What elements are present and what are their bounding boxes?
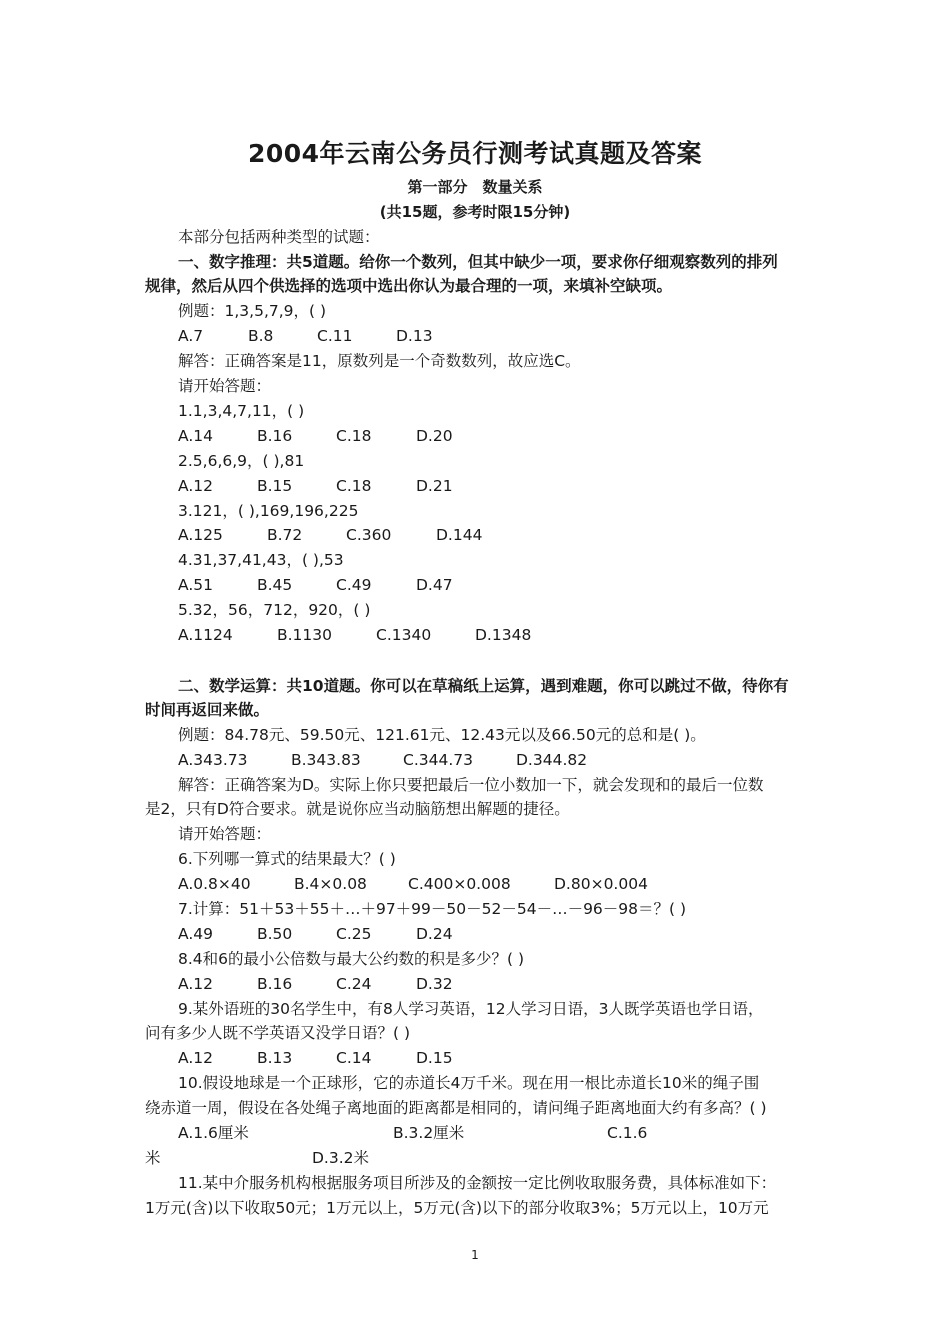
question-11: 11.某中介服务机构根据服务项目所涉及的金额按一定比例收取服务费，具体标准如下： <box>178 1174 777 1192</box>
question-5: 5.32，56，712，920，( ) <box>178 601 371 619</box>
option: B.1130 <box>277 626 333 644</box>
section2-example-options <box>178 748 850 772</box>
question-8-options <box>178 972 850 996</box>
option: C.18 <box>336 427 372 445</box>
option: B.13 <box>257 1049 293 1067</box>
option: C.18 <box>336 477 372 495</box>
option-suffix: 米 <box>145 1149 161 1167</box>
option: A.12 <box>178 477 213 495</box>
page-number: 1 <box>471 1248 479 1262</box>
question-7-options <box>178 922 850 946</box>
question-10: 10.假设地球是一个正球形，它的赤道长4万千米。现在用一根比赤道长10米的绳子围 <box>178 1074 760 1092</box>
option: C.1.6 <box>607 1124 648 1142</box>
option: D.80×0.004 <box>554 875 648 893</box>
section1-answer: 解答：正确答案是11，原数列是一个奇数数列，故应选C。 <box>178 352 581 370</box>
question-3-options <box>178 523 850 547</box>
section1-example: 例题：1,3,5,7,9，( ) <box>178 302 327 320</box>
option: D.344.82 <box>516 751 588 769</box>
question-10-options-cont <box>145 1146 817 1170</box>
option: C.49 <box>336 576 372 594</box>
option: D.1348 <box>475 626 532 644</box>
option: A.343.73 <box>178 751 248 769</box>
option: B.3.2厘米 <box>393 1124 465 1142</box>
section1-start: 请开始答题： <box>178 377 272 395</box>
option: B.72 <box>267 526 303 544</box>
section1-heading-cont: 规律，然后从四个供选择的选项中选出你认为最合理的一项，来填补空缺项。 <box>145 277 673 295</box>
option: A.12 <box>178 975 213 993</box>
question-1: 1.1,3,4,7,11，( ) <box>178 402 305 420</box>
question-11-cont: 1万元(含)以下收取50元；1万元以上，5万元(含)以下的部分收取3%；5万元以上，10万元 <box>145 1199 769 1217</box>
question-4-options <box>178 573 850 597</box>
section2-answer-cont: 是2，只有D符合要求。就是说你应当动脑筋想出解题的捷径。 <box>145 800 570 818</box>
option: C.14 <box>336 1049 372 1067</box>
option: C.360 <box>346 526 392 544</box>
option: D.24 <box>416 925 453 943</box>
section2-heading-cont: 时间再返回来做。 <box>145 701 270 719</box>
option: A.12 <box>178 1049 213 1067</box>
option: B.45 <box>257 576 293 594</box>
option: A.7 <box>178 327 204 345</box>
question-9: 9.某外语班的30名学生中，有8人学习英语，12人学习日语，3人既学英语也学日语， <box>178 1000 764 1018</box>
question-4: 4.31,37,41,43，( ),53 <box>178 551 344 569</box>
option: D.144 <box>436 526 483 544</box>
question-5-options <box>178 623 850 647</box>
option: A.14 <box>178 427 213 445</box>
section2-heading: 二、数学运算：共10道题。你可以在草稿纸上运算，遇到难题，你可以跳过不做，待你有 <box>178 677 789 695</box>
question-2: 2.5,6,6,9，( ),81 <box>178 452 305 470</box>
question-1-options <box>178 424 850 448</box>
option: A.51 <box>178 576 213 594</box>
option: A.125 <box>178 526 223 544</box>
question-6: 6.下列哪一算式的结果最大？( ) <box>178 850 396 868</box>
question-7: 7.计算：51＋53＋55＋…＋97＋99－50－52－54－…－96－98＝？( ) <box>178 900 687 918</box>
section2-answer: 解答：正确答案为D。实际上你只要把最后一位小数加一下，就会发现和的最后一位数 <box>178 776 764 794</box>
option: D.3.2米 <box>312 1149 370 1167</box>
option: C.400×0.008 <box>408 875 511 893</box>
question-9-cont: 问有多少人既不学英语又没学日语？( ) <box>145 1024 411 1042</box>
option: B.8 <box>248 327 274 345</box>
option: C.25 <box>336 925 372 943</box>
option: D.47 <box>416 576 453 594</box>
part-info: (共15题，参考时限15分钟) <box>379 203 571 221</box>
intro-text: 本部分包括两种类型的试题： <box>178 228 380 246</box>
section2-example: 例题：84.78元、59.50元、121.61元、12.43元以及66.50元的总和是( )。 <box>178 726 706 744</box>
section1-example-options <box>178 324 850 348</box>
option: B.16 <box>257 427 293 445</box>
question-10-options <box>178 1121 850 1145</box>
option: D.21 <box>416 477 453 495</box>
option: B.343.83 <box>291 751 361 769</box>
option: C.1340 <box>376 626 432 644</box>
page-title: 2004年云南公务员行测考试真题及答案 <box>247 139 703 168</box>
option: D.32 <box>416 975 453 993</box>
option: C.344.73 <box>403 751 473 769</box>
question-8: 8.4和6的最小公倍数与最大公约数的积是多少？( ) <box>178 950 525 968</box>
option: A.1.6厘米 <box>178 1124 249 1142</box>
option: C.11 <box>317 327 353 345</box>
option: D.15 <box>416 1049 453 1067</box>
option: B.16 <box>257 975 293 993</box>
question-6-options <box>178 872 850 896</box>
section1-heading: 一、数字推理：共5道题。给你一个数列，但其中缺少一项，要求你仔细观察数列的排列 <box>178 253 778 271</box>
option: B.4×0.08 <box>294 875 367 893</box>
question-2-options <box>178 474 850 498</box>
part-heading: 第一部分 数量关系 <box>407 178 543 196</box>
option: B.15 <box>257 477 293 495</box>
option: A.1124 <box>178 626 233 644</box>
option: D.20 <box>416 427 453 445</box>
question-3: 3.121，( ),169,196,225 <box>178 502 359 520</box>
option: A.49 <box>178 925 213 943</box>
section2-start: 请开始答题： <box>178 825 272 843</box>
option: A.0.8×40 <box>178 875 251 893</box>
option: D.13 <box>396 327 433 345</box>
option: B.50 <box>257 925 293 943</box>
option: C.24 <box>336 975 372 993</box>
question-10-cont: 绕赤道一周，假设在各处绳子离地面的距离都是相同的，请问绳子距离地面大约有多高？( ) <box>145 1099 767 1117</box>
question-9-options <box>178 1046 850 1070</box>
